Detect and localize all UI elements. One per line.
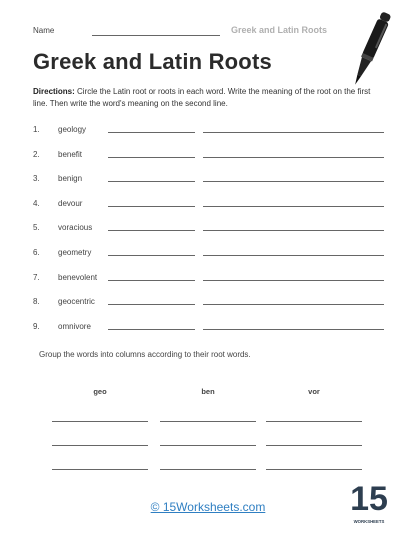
- geo-answer-line[interactable]: [52, 421, 148, 422]
- worksheets-logo-icon: [352, 476, 386, 530]
- directions-body: Circle the Latin root or roots in each word. Write the meaning of the root on the first line. Then write the word's meaning on the second line.: [33, 87, 371, 108]
- geo-answer-line[interactable]: [52, 469, 148, 470]
- group-instruction: Group the words into columns according to their root words.: [39, 350, 251, 359]
- geo-answer-line[interactable]: [52, 445, 148, 446]
- item-number: 9.: [33, 321, 40, 331]
- item-word: geology: [58, 125, 87, 134]
- directions-label: Directions:: [33, 87, 75, 96]
- list-item: [33, 319, 393, 344]
- word-meaning-line[interactable]: [203, 206, 384, 207]
- word-list: [33, 122, 393, 343]
- item-number: 1.: [33, 125, 40, 134]
- item-number: 6.: [33, 247, 40, 257]
- word-meaning-line[interactable]: [203, 329, 384, 330]
- header-worksheet-title: Greek and Latin Roots: [231, 25, 328, 35]
- name-input-line[interactable]: [92, 35, 220, 36]
- root-meaning-line[interactable]: [108, 157, 195, 158]
- item-word: geometry: [58, 247, 92, 257]
- fountain-pen-icon: [353, 6, 389, 92]
- ben-answer-line[interactable]: [160, 469, 256, 470]
- ben-answer-line[interactable]: [160, 421, 256, 422]
- name-label: Name: [33, 26, 55, 35]
- item-number: 5.: [33, 223, 40, 233]
- item-number: 4.: [33, 198, 40, 208]
- list-item: [33, 220, 393, 245]
- root-meaning-line[interactable]: [108, 230, 195, 231]
- vor-answer-line[interactable]: [266, 445, 362, 446]
- column-heading-ben: ben: [201, 387, 215, 396]
- root-meaning-line[interactable]: [108, 181, 195, 182]
- logo-number: 15: [350, 480, 388, 518]
- word-meaning-line[interactable]: [203, 181, 384, 182]
- column-heading-vor: vor: [308, 387, 320, 396]
- item-word: benign: [58, 174, 83, 184]
- ben-answer-line[interactable]: [160, 445, 256, 446]
- word-meaning-line[interactable]: [203, 132, 384, 133]
- item-word: geocentric: [58, 297, 95, 307]
- item-number: 3.: [33, 174, 40, 184]
- list-item: [33, 196, 393, 221]
- item-word: voracious: [58, 223, 93, 233]
- list-item: [33, 122, 393, 147]
- item-word: benefit: [58, 149, 83, 159]
- copyright-link[interactable]: © 15Worksheets.com: [150, 500, 266, 514]
- item-word: omnivore: [58, 321, 91, 331]
- root-meaning-line[interactable]: [108, 255, 195, 256]
- word-meaning-line[interactable]: [203, 304, 384, 305]
- logo-text: WORKSHEETS: [353, 519, 385, 524]
- root-meaning-line[interactable]: [108, 329, 195, 330]
- root-meaning-line[interactable]: [108, 132, 195, 133]
- list-item: [33, 171, 393, 196]
- directions-text: [33, 86, 378, 110]
- list-item: [33, 270, 393, 295]
- list-item: [33, 147, 393, 172]
- root-meaning-line[interactable]: [108, 206, 195, 207]
- item-number: 2.: [33, 149, 40, 159]
- item-number: 8.: [33, 297, 40, 307]
- word-meaning-line[interactable]: [203, 255, 384, 256]
- vor-answer-line[interactable]: [266, 469, 362, 470]
- item-number: 7.: [33, 272, 40, 282]
- word-meaning-line[interactable]: [203, 280, 384, 281]
- vor-answer-line[interactable]: [266, 421, 362, 422]
- word-meaning-line[interactable]: [203, 230, 384, 231]
- column-heading-geo: geo: [93, 387, 107, 396]
- item-word: devour: [58, 198, 83, 208]
- page-title: Greek and Latin Roots: [33, 49, 272, 74]
- word-meaning-line[interactable]: [203, 157, 384, 158]
- root-meaning-line[interactable]: [108, 280, 195, 281]
- list-item: [33, 245, 393, 270]
- item-word: benevolent: [58, 272, 98, 282]
- root-meaning-line[interactable]: [108, 304, 195, 305]
- list-item: [33, 294, 393, 319]
